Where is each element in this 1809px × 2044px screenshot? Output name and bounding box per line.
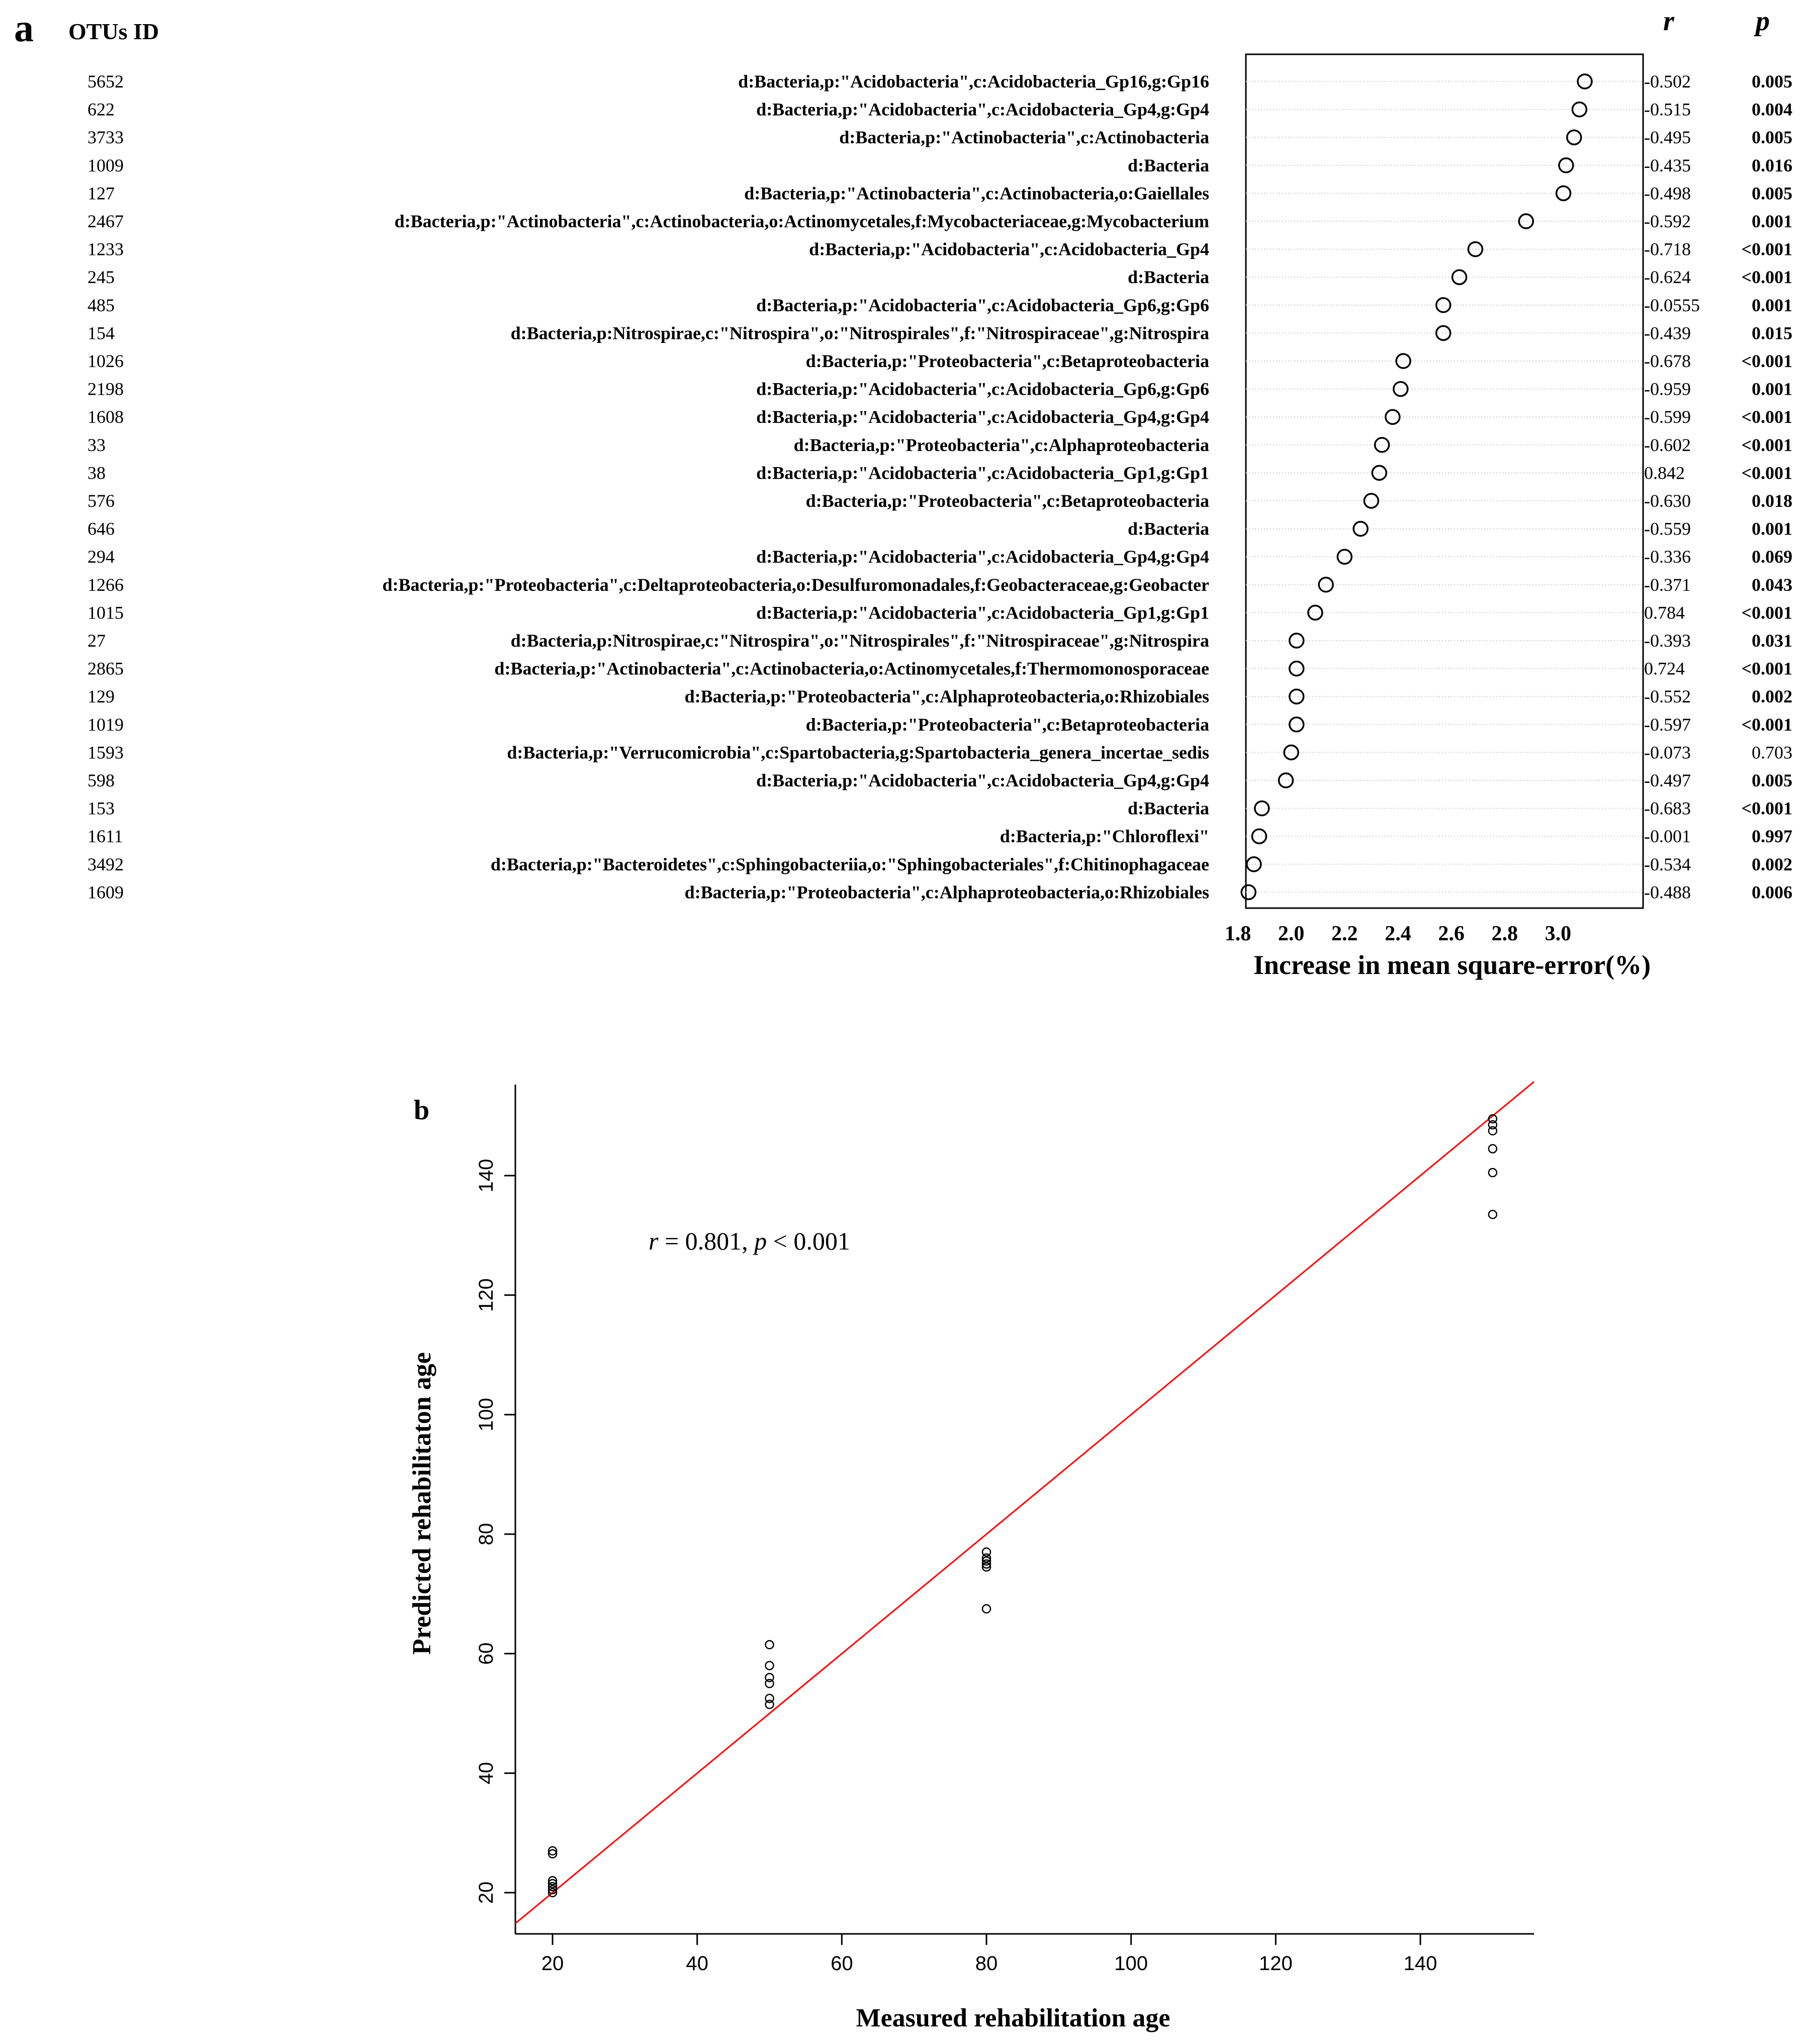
otu-id-label: 27 [87, 631, 106, 651]
scatter-y-tick-label: 100 [475, 1397, 497, 1432]
p-value: <0.001 [1741, 267, 1792, 288]
otu-id-label: 622 [87, 99, 115, 120]
panel-b [408, 1082, 1534, 2032]
dotplot-gridlines [1246, 81, 1643, 892]
otu-id-label: 127 [87, 183, 115, 204]
scatter-fit-line [515, 1082, 1534, 1923]
otu-id-label: 1009 [87, 155, 124, 175]
r-value: -0.393 [1644, 631, 1691, 651]
r-value: 0.724 [1644, 658, 1685, 679]
otu-taxon-label: d:Bacteria,p:"Proteobacteria",c:Alphaproteobacteria,o:Rhizobiales [684, 686, 1209, 707]
dotplot-x-axis-title: Increase in mean square-error(%) [1253, 950, 1651, 980]
scatter-x-tick-label: 40 [686, 1952, 708, 1975]
p-value: 0.031 [1752, 631, 1792, 651]
scatter-plot-area [515, 1085, 1534, 1934]
r-value: 0.842 [1644, 463, 1685, 483]
scatter-y-axis-title: Predicted rehabilitaton age [408, 1352, 436, 1655]
otu-id-label: 1019 [87, 714, 124, 735]
r-value: -0.624 [1644, 267, 1691, 288]
p-value: <0.001 [1741, 658, 1792, 679]
dotplot-frame [1246, 54, 1643, 908]
otu-taxon-label: d:Bacteria,p:"Actinobacteria",c:Actinobacteria [839, 127, 1209, 148]
p-value: <0.001 [1741, 239, 1792, 259]
p-value: <0.001 [1741, 714, 1792, 735]
otu-id-label: 1611 [87, 826, 123, 847]
otu-taxon-label: d:Bacteria,p:"Bacteroidetes",c:Sphingobacteriia,o:"Sphingobacteriales",f:Chitinophagaceae [490, 854, 1209, 874]
r-value: -0.497 [1644, 770, 1691, 790]
r-value: -0.959 [1644, 379, 1691, 399]
otu-taxon-label: d:Bacteria [1128, 155, 1209, 175]
scatter-point [982, 1605, 990, 1613]
r-value: -0.495 [1644, 127, 1691, 148]
scatter-point [766, 1641, 774, 1649]
p-value: <0.001 [1741, 463, 1792, 483]
otu-taxon-label: d:Bacteria,p:"Acidobacteria",c:Acidobacteria_Gp6,g:Gp6 [756, 379, 1209, 399]
annotation-r-symbol: r [649, 1227, 659, 1255]
otu-taxon-label: d:Bacteria,p:"Actinobacteria",c:Actinobacteria,o:Actinomycetales,f:Mycobacteriaceae,g:Mycobacterium [394, 211, 1209, 231]
otu-taxon-label: d:Bacteria,p:"Proteobacteria",c:Betaproteobacteria [805, 491, 1209, 511]
p-value: 0.016 [1752, 155, 1792, 175]
scatter-point [766, 1679, 774, 1687]
dotplot-x-tick-label: 1.8 [1224, 922, 1251, 945]
scatter-y-tick-label: 80 [475, 1523, 497, 1546]
otu-id-label: 2865 [87, 658, 124, 679]
scatter-point [1489, 1127, 1497, 1135]
otu-taxon-label: d:Bacteria,p:"Acidobacteria",c:Acidobacteria_Gp4,g:Gp4 [756, 547, 1209, 567]
otu-taxon-label: d:Bacteria,p:"Proteobacteria",c:Betaproteobacteria [805, 351, 1209, 371]
otu-id-label: 153 [87, 798, 115, 819]
p-column-header: p [1756, 6, 1770, 37]
dotplot-x-tick-label: 2.6 [1438, 922, 1465, 945]
otu-taxon-label: d:Bacteria,p:"Acidobacteria",c:Acidobacteria_Gp16,g:Gp16 [738, 71, 1209, 92]
p-value: 0.004 [1752, 99, 1792, 120]
r-column-header: r [1663, 6, 1674, 37]
otu-id-label: 1026 [87, 351, 124, 371]
p-value: 0.001 [1752, 295, 1792, 315]
otu-id-label: 1608 [87, 407, 124, 427]
dotplot-rows [87, 71, 1792, 902]
p-value: 0.002 [1752, 686, 1792, 707]
otu-taxon-label: d:Bacteria,p:Nitrospirae,c:"Nitrospira",o:"Nitrospirales",f:"Nitrospiraceae",g:Nitrospira [510, 323, 1209, 343]
otu-taxon-label: d:Bacteria [1128, 518, 1209, 539]
otu-taxon-label: d:Bacteria,p:"Chloroflexi" [1000, 826, 1209, 847]
p-value: 0.006 [1752, 882, 1792, 903]
otu-taxon-label: d:Bacteria [1128, 798, 1209, 819]
scatter-x-tick-label: 140 [1403, 1952, 1437, 1975]
scatter-point [766, 1661, 774, 1669]
r-value: -0.073 [1644, 742, 1691, 763]
annotation-p-value: < 0.001 [767, 1227, 850, 1255]
p-value: 0.015 [1752, 323, 1792, 343]
otu-id-label: 1609 [87, 882, 124, 903]
r-value: -0.498 [1644, 183, 1691, 204]
p-value: <0.001 [1741, 407, 1792, 427]
dotplot-point [1241, 885, 1255, 899]
otu-id-label: 598 [87, 770, 115, 790]
p-value: <0.001 [1741, 351, 1792, 371]
r-value: -0.439 [1644, 323, 1691, 343]
r-value: -0.488 [1644, 882, 1691, 903]
otu-id-label: 1593 [87, 742, 124, 763]
p-value: <0.001 [1741, 798, 1792, 819]
scatter-point [1489, 1210, 1497, 1218]
dotplot-x-tick-label: 2.4 [1385, 922, 1411, 945]
p-value: 0.001 [1752, 379, 1792, 399]
p-value: 0.002 [1752, 854, 1792, 874]
r-value: -0.515 [1644, 99, 1691, 120]
r-value: -0.599 [1644, 407, 1691, 427]
otu-id-label: 5652 [87, 71, 124, 92]
dotplot-point [1308, 605, 1322, 619]
dotplot-x-tick-label: 2.2 [1331, 922, 1358, 945]
r-value: -0.678 [1644, 351, 1691, 371]
scatter-y-tick-label: 20 [475, 1881, 497, 1904]
otu-id-label: 3492 [87, 854, 124, 874]
otu-taxon-label: d:Bacteria,p:"Proteobacteria",c:Betaproteobacteria [805, 714, 1209, 735]
otu-id-label: 129 [87, 686, 115, 707]
otu-taxon-label: d:Bacteria,p:"Proteobacteria",c:Alphaproteobacteria [793, 434, 1209, 455]
fit-line [515, 1082, 1534, 1923]
panel-a-label: a [14, 6, 34, 50]
r-value: 0.784 [1644, 602, 1685, 623]
r-value: -0.597 [1644, 714, 1691, 735]
scatter-x-tick-label: 120 [1258, 1952, 1293, 1975]
r-value: -0.0555 [1644, 295, 1700, 315]
otu-id-label: 1266 [87, 574, 124, 595]
scatter-y-tick-label: 60 [475, 1642, 497, 1665]
scatter-y-tick-label: 120 [475, 1278, 497, 1312]
otu-id-label: 2467 [87, 211, 124, 231]
otu-id-label: 38 [87, 463, 106, 483]
p-value: 0.005 [1752, 770, 1792, 790]
annotation-p-symbol: p [754, 1227, 767, 1255]
otu-id-label: 245 [87, 267, 115, 288]
p-value: <0.001 [1741, 434, 1792, 455]
r-value: -0.001 [1644, 826, 1691, 847]
scatter-y-tick-label: 40 [475, 1762, 497, 1785]
otu-id-label: 646 [87, 518, 115, 539]
scatter-point [1489, 1169, 1497, 1177]
r-value: -0.552 [1644, 686, 1691, 707]
otu-taxon-label: d:Bacteria,p:"Acidobacteria",c:Acidobacteria_Gp6,g:Gp6 [756, 295, 1209, 315]
p-value: 0.005 [1752, 183, 1792, 204]
otu-taxon-label: d:Bacteria,p:"Acidobacteria",c:Acidobacteria_Gp4,g:Gp4 [756, 770, 1209, 790]
otu-id-header: OTUs ID [68, 19, 159, 44]
r-value: -0.371 [1644, 574, 1691, 595]
otu-id-label: 485 [87, 295, 115, 315]
scatter-point [1489, 1145, 1497, 1153]
otu-id-label: 33 [87, 434, 106, 455]
r-value: -0.592 [1644, 211, 1691, 231]
p-value: 0.001 [1752, 211, 1792, 231]
r-value: -0.630 [1644, 491, 1691, 511]
r-value: -0.683 [1644, 798, 1691, 819]
dotplot-x-tick-label: 2.0 [1278, 922, 1305, 945]
scatter-x-tick-label: 80 [975, 1952, 998, 1975]
otu-taxon-label: d:Bacteria,p:"Actinobacteria",c:Actinobacteria,o:Gaiellales [744, 183, 1209, 204]
panel-b-label: b [414, 1095, 430, 1126]
annotation-r-value: = 0.801, [658, 1227, 755, 1255]
scatter-x-tick-label: 60 [831, 1952, 853, 1975]
r-value: -0.602 [1644, 434, 1691, 455]
dotplot-x-axis [1225, 922, 1571, 945]
otu-taxon-label: d:Bacteria,p:"Actinobacteria",c:Actinobacteria,o:Actinomycetales,f:Thermomonosporaceae [494, 658, 1209, 679]
otu-id-label: 1233 [87, 239, 124, 259]
panel-a [14, 6, 1792, 980]
r-value: -0.502 [1644, 71, 1691, 92]
p-value: 0.703 [1752, 742, 1792, 763]
p-value: 0.069 [1752, 547, 1792, 567]
otu-id-label: 154 [87, 323, 115, 343]
p-value: 0.018 [1752, 491, 1792, 511]
p-value: 0.043 [1752, 574, 1792, 595]
otu-id-label: 294 [87, 547, 115, 567]
p-value: <0.001 [1741, 602, 1792, 623]
r-value: -0.336 [1644, 547, 1691, 567]
otu-taxon-label: d:Bacteria,p:"Proteobacteria",c:Alphaproteobacteria,o:Rhizobiales [684, 882, 1209, 903]
otu-id-label: 2198 [87, 379, 124, 399]
otu-id-label: 576 [87, 491, 115, 511]
otu-taxon-label: d:Bacteria,p:"Acidobacteria",c:Acidobacteria_Gp4,g:Gp4 [756, 407, 1209, 427]
otu-taxon-label: d:Bacteria,p:"Acidobacteria",c:Acidobacteria_Gp4,g:Gp4 [756, 99, 1209, 120]
otu-id-label: 3733 [87, 127, 124, 148]
otu-taxon-label: d:Bacteria,p:"Verrucomicrobia",c:Spartobacteria,g:Spartobacteria_genera_incertae_sedis [507, 742, 1209, 763]
r-value: -0.534 [1644, 854, 1691, 874]
otu-taxon-label: d:Bacteria,p:"Acidobacteria",c:Acidobacteria_Gp1,g:Gp1 [756, 463, 1209, 483]
scatter-x-tick-label: 20 [541, 1952, 564, 1975]
scatter-x-axis-title: Measured rehabilitation age [856, 2004, 1170, 2032]
scatter-point [766, 1701, 774, 1709]
otu-taxon-label: d:Bacteria,p:"Acidobacteria",c:Acidobacteria_Gp1,g:Gp1 [756, 602, 1209, 623]
p-value: 0.005 [1752, 71, 1792, 92]
otu-taxon-label: d:Bacteria [1128, 267, 1209, 288]
scatter-y-tick-label: 140 [475, 1159, 497, 1193]
scatter-x-tick-label: 100 [1114, 1952, 1148, 1975]
otu-id-label: 1015 [87, 602, 124, 623]
r-value: -0.559 [1644, 518, 1691, 539]
otu-taxon-label: d:Bacteria,p:Nitrospirae,c:"Nitrospira",o:"Nitrospirales",f:"Nitrospiraceae",g:Nitrospira [510, 631, 1209, 651]
dotplot-x-tick-label: 2.8 [1491, 922, 1518, 945]
p-value: 0.997 [1752, 826, 1792, 847]
r-value: -0.435 [1644, 155, 1691, 175]
otu-taxon-label: d:Bacteria,p:"Acidobacteria",c:Acidobacteria_Gp4 [809, 239, 1209, 259]
otu-taxon-label: d:Bacteria,p:"Proteobacteria",c:Deltaproteobacteria,o:Desulfuromonadales,f:Geobacteraceae,g:Geobacter [382, 574, 1209, 595]
correlation-annotation [649, 1227, 850, 1255]
r-value: -0.718 [1644, 239, 1691, 259]
dotplot-x-tick-label: 3.0 [1545, 922, 1572, 945]
p-value: 0.001 [1752, 518, 1792, 539]
p-value: 0.005 [1752, 127, 1792, 148]
